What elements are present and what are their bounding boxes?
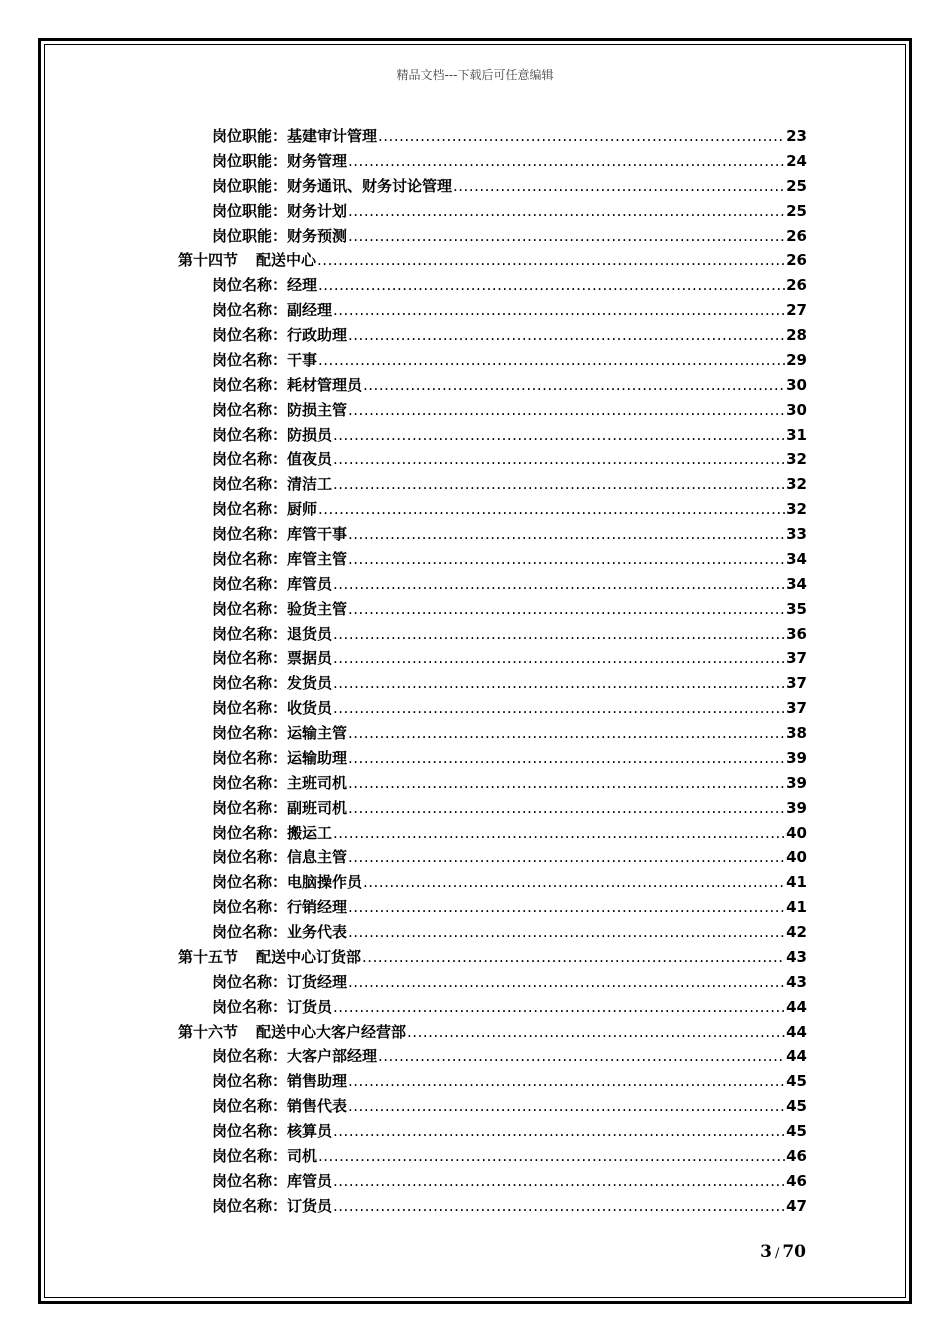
toc-entry[interactable] (0, 273, 950, 298)
toc-entry-title (212, 746, 347, 771)
toc-dot-leader (348, 597, 785, 622)
toc-entry-line (212, 348, 807, 373)
toc-entry-line (212, 696, 807, 721)
toc-dot-leader (348, 149, 785, 174)
toc-entry-title (212, 995, 332, 1020)
toc-entry-title (212, 124, 377, 149)
toc-entry-title (212, 771, 347, 796)
toc-dot-leader (333, 447, 785, 472)
toc-section-number: 第十四节 (178, 251, 239, 270)
toc-entry-title (212, 646, 332, 671)
toc-entry-label: 岗位名称：电脑操作员 (212, 873, 363, 892)
toc-entry-title (212, 174, 452, 199)
toc-entry-line (212, 149, 807, 174)
toc-dot-leader (362, 945, 785, 970)
toc-dot-leader (348, 920, 785, 945)
toc-entry-label: 岗位名称：副班司机 (212, 798, 348, 817)
toc-entry-line (212, 1194, 807, 1219)
toc-entry-line (212, 771, 807, 796)
toc-entry-label: 配送中心大客户经营部 (256, 1022, 407, 1041)
toc-entry-title (212, 1069, 347, 1094)
toc-entry-label: 配送中心 (256, 251, 317, 270)
toc-entry-line (212, 721, 807, 746)
toc-entry-title (212, 970, 347, 995)
toc-entry-label: 岗位职能：财务计划 (212, 201, 348, 220)
toc-entry-title (212, 870, 362, 895)
toc-entry-label: 配送中心订货部 (256, 947, 362, 966)
toc-page-number: 25 (786, 201, 807, 220)
toc-dot-leader (348, 398, 785, 423)
toc-page-number: 45 (786, 1122, 807, 1140)
toc-dot-leader (407, 1020, 785, 1045)
toc-page-number: 36 (786, 624, 807, 643)
toc-entry[interactable] (0, 1144, 950, 1169)
toc-entry-label: 岗位名称：发货员 (212, 674, 333, 693)
toc-entry[interactable] (0, 821, 950, 846)
toc-entry-line (212, 995, 807, 1020)
toc-entry-title (212, 821, 332, 846)
toc-entry[interactable] (0, 398, 950, 423)
toc-page-number: 34 (786, 549, 807, 568)
toc-entry-line (178, 248, 807, 273)
toc-entry-label: 岗位名称：干事 (212, 350, 318, 369)
toc-entry-label: 岗位名称：防损员 (212, 425, 333, 444)
toc-entry-label: 岗位名称：行政助理 (212, 326, 348, 344)
toc-entry-label: 岗位名称：值夜员 (212, 450, 333, 469)
toc-entry[interactable] (0, 895, 950, 920)
toc-entry[interactable] (0, 671, 950, 696)
toc-entry-title (212, 796, 347, 821)
toc-page-number: 43 (786, 947, 807, 966)
toc-entry-line (212, 273, 807, 298)
toc-page-number: 39 (786, 798, 807, 817)
toc-page-number: 39 (786, 748, 807, 767)
toc-entry-label: 岗位名称：耗材管理员 (212, 375, 363, 394)
toc-page-number: 30 (786, 375, 807, 394)
toc-dot-leader (318, 1144, 785, 1169)
toc-entry[interactable] (0, 995, 950, 1020)
toc-entry-title (212, 348, 317, 373)
toc-dot-leader (333, 423, 785, 448)
toc-entry-title (212, 845, 347, 870)
toc-entry[interactable] (0, 920, 950, 945)
toc-entry-title (212, 920, 347, 945)
toc-entry[interactable] (0, 1069, 950, 1094)
toc-dot-leader (318, 497, 785, 522)
toc-entry-line (212, 124, 807, 149)
toc-page-number: 32 (786, 450, 807, 469)
toc-entry-line (178, 1020, 807, 1045)
toc-page-number: 31 (786, 425, 807, 444)
toc-dot-leader (453, 174, 785, 199)
toc-entry[interactable] (0, 597, 950, 622)
page-separator: / (774, 1246, 780, 1261)
toc-entry[interactable] (0, 622, 950, 647)
toc-dot-leader (317, 248, 785, 273)
toc-entry-label: 岗位名称：防损主管 (212, 400, 348, 419)
toc-section-number: 第十五节 (178, 947, 239, 966)
toc-dot-leader (348, 970, 785, 995)
toc-entry-title (212, 547, 347, 572)
toc-entry-title (212, 622, 332, 647)
toc-dot-leader (348, 522, 785, 547)
toc-entry-label: 岗位职能：财务通讯、财务讨论管理 (212, 176, 453, 195)
toc-entry-title (212, 497, 317, 522)
toc-entry[interactable] (0, 646, 950, 671)
toc-entry-line (212, 646, 807, 671)
toc-entry-title (212, 447, 332, 472)
toc-entry-label: 岗位名称：订货经理 (212, 972, 348, 991)
toc-page-number: 38 (786, 724, 807, 742)
toc-entry-title (212, 423, 332, 448)
toc-section-number: 第十六节 (178, 1022, 239, 1041)
toc-dot-leader (318, 348, 785, 373)
toc-entry-title (212, 1194, 332, 1219)
toc-entry-line (212, 845, 807, 870)
toc-entry[interactable] (0, 373, 950, 398)
toc-entry[interactable] (0, 721, 950, 746)
toc-dot-leader (378, 1044, 785, 1069)
toc-page-number: 26 (786, 251, 807, 270)
toc-dot-leader (333, 572, 785, 597)
toc-entry-title (212, 572, 332, 597)
toc-entry[interactable] (0, 1044, 950, 1069)
toc-page-number: 47 (786, 1196, 807, 1215)
toc-section-entry[interactable] (0, 1020, 950, 1045)
toc-entry-title (178, 945, 361, 970)
toc-entry-label: 岗位名称：库管主管 (212, 549, 348, 568)
toc-entry-line (212, 174, 807, 199)
toc-entry-line (212, 472, 807, 497)
toc-page-number: 30 (786, 400, 807, 419)
toc-dot-leader (333, 646, 785, 671)
toc-page-number: 45 (786, 1097, 807, 1116)
toc-entry[interactable] (0, 472, 950, 497)
toc-dot-leader (348, 547, 785, 572)
toc-page-number: 43 (786, 972, 807, 991)
toc-entry-label: 岗位名称：库管员 (212, 574, 333, 593)
toc-entry[interactable] (0, 348, 950, 373)
toc-entry[interactable] (0, 547, 950, 572)
toc-section-entry[interactable] (0, 248, 950, 273)
toc-page-number: 44 (786, 997, 807, 1016)
toc-entry-label: 岗位名称：销售助理 (212, 1072, 348, 1091)
toc-entry-line (212, 423, 807, 448)
toc-entry[interactable] (0, 1119, 950, 1144)
toc-page-number: 41 (786, 873, 807, 892)
toc-page-number: 34 (786, 574, 807, 593)
toc-dot-leader (348, 895, 785, 920)
toc-entry-line (212, 597, 807, 622)
toc-entry-label: 岗位名称：订货员 (212, 997, 333, 1016)
toc-entry-title (212, 522, 347, 547)
toc-entry-title (212, 398, 347, 423)
toc-entry-label: 岗位名称：退货员 (212, 624, 333, 643)
toc-entry[interactable] (0, 174, 950, 199)
toc-section-entry[interactable] (0, 945, 950, 970)
toc-dot-leader (348, 1069, 785, 1094)
total-pages: 70 (782, 1242, 806, 1262)
toc-dot-leader (348, 796, 785, 821)
toc-entry-line (212, 199, 807, 224)
toc-entry-line (212, 547, 807, 572)
toc-dot-leader (348, 224, 785, 249)
toc-entry-line (212, 870, 807, 895)
toc-page-number: 39 (786, 773, 807, 792)
toc-entry-label: 岗位名称：票据员 (212, 649, 333, 668)
toc-entry-title (212, 671, 332, 696)
toc-entry-label: 岗位名称：库管员 (212, 1171, 333, 1190)
toc-entry-label: 岗位名称：验货主管 (212, 599, 348, 618)
toc-dot-leader (318, 273, 785, 298)
toc-entry-line (212, 746, 807, 771)
toc-entry[interactable] (0, 771, 950, 796)
toc-entry-title (212, 721, 347, 746)
toc-entry-title (212, 273, 317, 298)
toc-entry-title (212, 895, 347, 920)
toc-entry-line (212, 1069, 807, 1094)
table-of-contents (0, 124, 950, 1219)
toc-entry-label: 岗位名称：业务代表 (212, 923, 348, 941)
toc-dot-leader (333, 671, 785, 696)
toc-entry[interactable] (0, 796, 950, 821)
toc-dot-leader (333, 622, 785, 647)
toc-dot-leader (333, 472, 785, 497)
toc-entry-title (212, 1119, 332, 1144)
toc-entry-title (212, 373, 362, 398)
toc-dot-leader (348, 746, 785, 771)
toc-dot-leader (348, 771, 785, 796)
toc-entry[interactable] (0, 970, 950, 995)
toc-entry[interactable] (0, 696, 950, 721)
toc-entry-line (212, 1094, 807, 1119)
toc-dot-leader (333, 821, 785, 846)
toc-entry-label: 岗位名称：清洁工 (212, 475, 333, 494)
toc-entry-label: 岗位职能：财务预测 (212, 226, 348, 245)
toc-dot-leader (333, 1169, 785, 1194)
toc-page-number: 35 (786, 599, 807, 618)
toc-entry[interactable] (0, 298, 950, 323)
toc-page-number: 28 (786, 326, 807, 344)
toc-entry-title (212, 323, 347, 348)
toc-entry[interactable] (0, 1194, 950, 1219)
toc-entry-line (212, 497, 807, 522)
toc-page-number: 37 (786, 674, 807, 693)
toc-entry-line (212, 1169, 807, 1194)
current-page-number: 3 (760, 1242, 772, 1262)
toc-entry-label: 岗位名称：行销经理 (212, 898, 348, 917)
toc-entry[interactable] (0, 522, 950, 547)
toc-page-number: 41 (786, 898, 807, 917)
toc-entry-label: 岗位职能：基建审计管理 (212, 127, 378, 145)
toc-page-number: 33 (786, 525, 807, 543)
toc-entry-label: 岗位名称：收货员 (212, 699, 333, 718)
toc-page-number: 26 (786, 226, 807, 245)
toc-entry-title (212, 298, 332, 323)
toc-entry-title (212, 149, 347, 174)
toc-entry-label: 岗位名称：运输主管 (212, 724, 348, 742)
toc-entry-line (212, 572, 807, 597)
toc-entry-label: 岗位名称：运输助理 (212, 748, 348, 767)
toc-dot-leader (378, 124, 785, 149)
toc-entry-title (212, 472, 332, 497)
toc-entry-title (212, 597, 347, 622)
toc-entry[interactable] (0, 1169, 950, 1194)
toc-dot-leader (333, 1194, 785, 1219)
toc-entry[interactable] (0, 1094, 950, 1119)
toc-entry-label: 岗位名称：搬运工 (212, 823, 333, 842)
toc-entry-title (178, 1020, 406, 1045)
toc-page-number: 24 (786, 151, 807, 170)
toc-entry-line (212, 796, 807, 821)
toc-entry-line (212, 895, 807, 920)
toc-page-number: 40 (786, 848, 807, 867)
toc-page-number: 44 (786, 1047, 807, 1066)
toc-entry[interactable] (0, 497, 950, 522)
toc-entry-label: 岗位名称：库管干事 (212, 525, 348, 543)
toc-page-number: 37 (786, 699, 807, 718)
toc-page-number: 44 (786, 1022, 807, 1041)
toc-entry-label: 岗位名称：信息主管 (212, 848, 348, 867)
toc-entry-line (212, 970, 807, 995)
toc-entry-title (212, 1044, 377, 1069)
toc-dot-leader (333, 995, 785, 1020)
toc-page-number: 37 (786, 649, 807, 668)
toc-entry-label: 岗位名称：大客户部经理 (212, 1047, 378, 1066)
toc-page-number: 32 (786, 475, 807, 494)
toc-entry-label: 岗位名称：司机 (212, 1146, 318, 1165)
toc-entry-line (212, 1044, 807, 1069)
toc-entry-title (212, 224, 347, 249)
toc-entry-line (178, 945, 807, 970)
toc-dot-leader (363, 373, 785, 398)
toc-dot-leader (348, 721, 785, 746)
toc-entry-line (212, 522, 807, 547)
toc-entry-line (212, 622, 807, 647)
toc-entry-line (212, 224, 807, 249)
toc-dot-leader (333, 1119, 785, 1144)
toc-entry-label: 岗位名称：厨师 (212, 500, 318, 519)
toc-page-number: 25 (786, 176, 807, 195)
toc-dot-leader (363, 870, 785, 895)
toc-entry[interactable] (0, 323, 950, 348)
toc-entry-line (212, 671, 807, 696)
toc-page-number: 40 (786, 823, 807, 842)
toc-entry-line (212, 1119, 807, 1144)
toc-entry-title (178, 248, 316, 273)
toc-dot-leader (348, 199, 785, 224)
toc-entry-line (212, 821, 807, 846)
toc-entry-label: 岗位名称：订货员 (212, 1196, 333, 1215)
page-number-footer (700, 1242, 806, 1262)
toc-entry[interactable] (0, 149, 950, 174)
toc-entry[interactable] (0, 447, 950, 472)
toc-entry-title (212, 1169, 332, 1194)
toc-entry-label: 岗位职能：财务管理 (212, 151, 348, 170)
toc-entry[interactable] (0, 199, 950, 224)
toc-entry[interactable] (0, 746, 950, 771)
toc-entry-line (212, 323, 807, 348)
toc-entry-title (212, 1144, 317, 1169)
toc-entry-label: 岗位名称：核算员 (212, 1122, 333, 1140)
toc-page-number: 46 (786, 1171, 807, 1190)
toc-entry-title (212, 1094, 347, 1119)
toc-entry[interactable] (0, 845, 950, 870)
toc-entry-label: 岗位名称：经理 (212, 276, 318, 295)
toc-dot-leader (348, 845, 785, 870)
toc-entry-line (212, 373, 807, 398)
toc-page-number: 42 (786, 923, 807, 941)
toc-entry[interactable] (0, 224, 950, 249)
toc-page-number: 32 (786, 500, 807, 519)
toc-entry-title (212, 199, 347, 224)
toc-entry-label: 岗位名称：主班司机 (212, 773, 348, 792)
toc-entry[interactable] (0, 572, 950, 597)
toc-dot-leader (348, 1094, 785, 1119)
toc-page-number: 29 (786, 350, 807, 369)
toc-dot-leader (348, 323, 785, 348)
toc-page-number: 46 (786, 1146, 807, 1165)
toc-entry-label: 岗位名称：销售代表 (212, 1097, 348, 1116)
toc-entry-line (212, 447, 807, 472)
toc-entry-line (212, 920, 807, 945)
toc-dot-leader (333, 696, 785, 721)
toc-page-number: 23 (786, 127, 807, 145)
toc-entry-line (212, 1144, 807, 1169)
toc-page-number: 27 (786, 301, 807, 320)
toc-entry-title (212, 696, 332, 721)
toc-entry-line (212, 298, 807, 323)
toc-dot-leader (333, 298, 785, 323)
toc-entry[interactable] (0, 124, 950, 149)
toc-entry[interactable] (0, 870, 950, 895)
toc-entry[interactable] (0, 423, 950, 448)
page-header: 精品文档---下载后可任意编辑 (396, 68, 554, 82)
toc-page-number: 45 (786, 1072, 807, 1091)
toc-entry-line (212, 398, 807, 423)
toc-page-number: 26 (786, 276, 807, 295)
toc-entry-label: 岗位名称：副经理 (212, 301, 333, 320)
